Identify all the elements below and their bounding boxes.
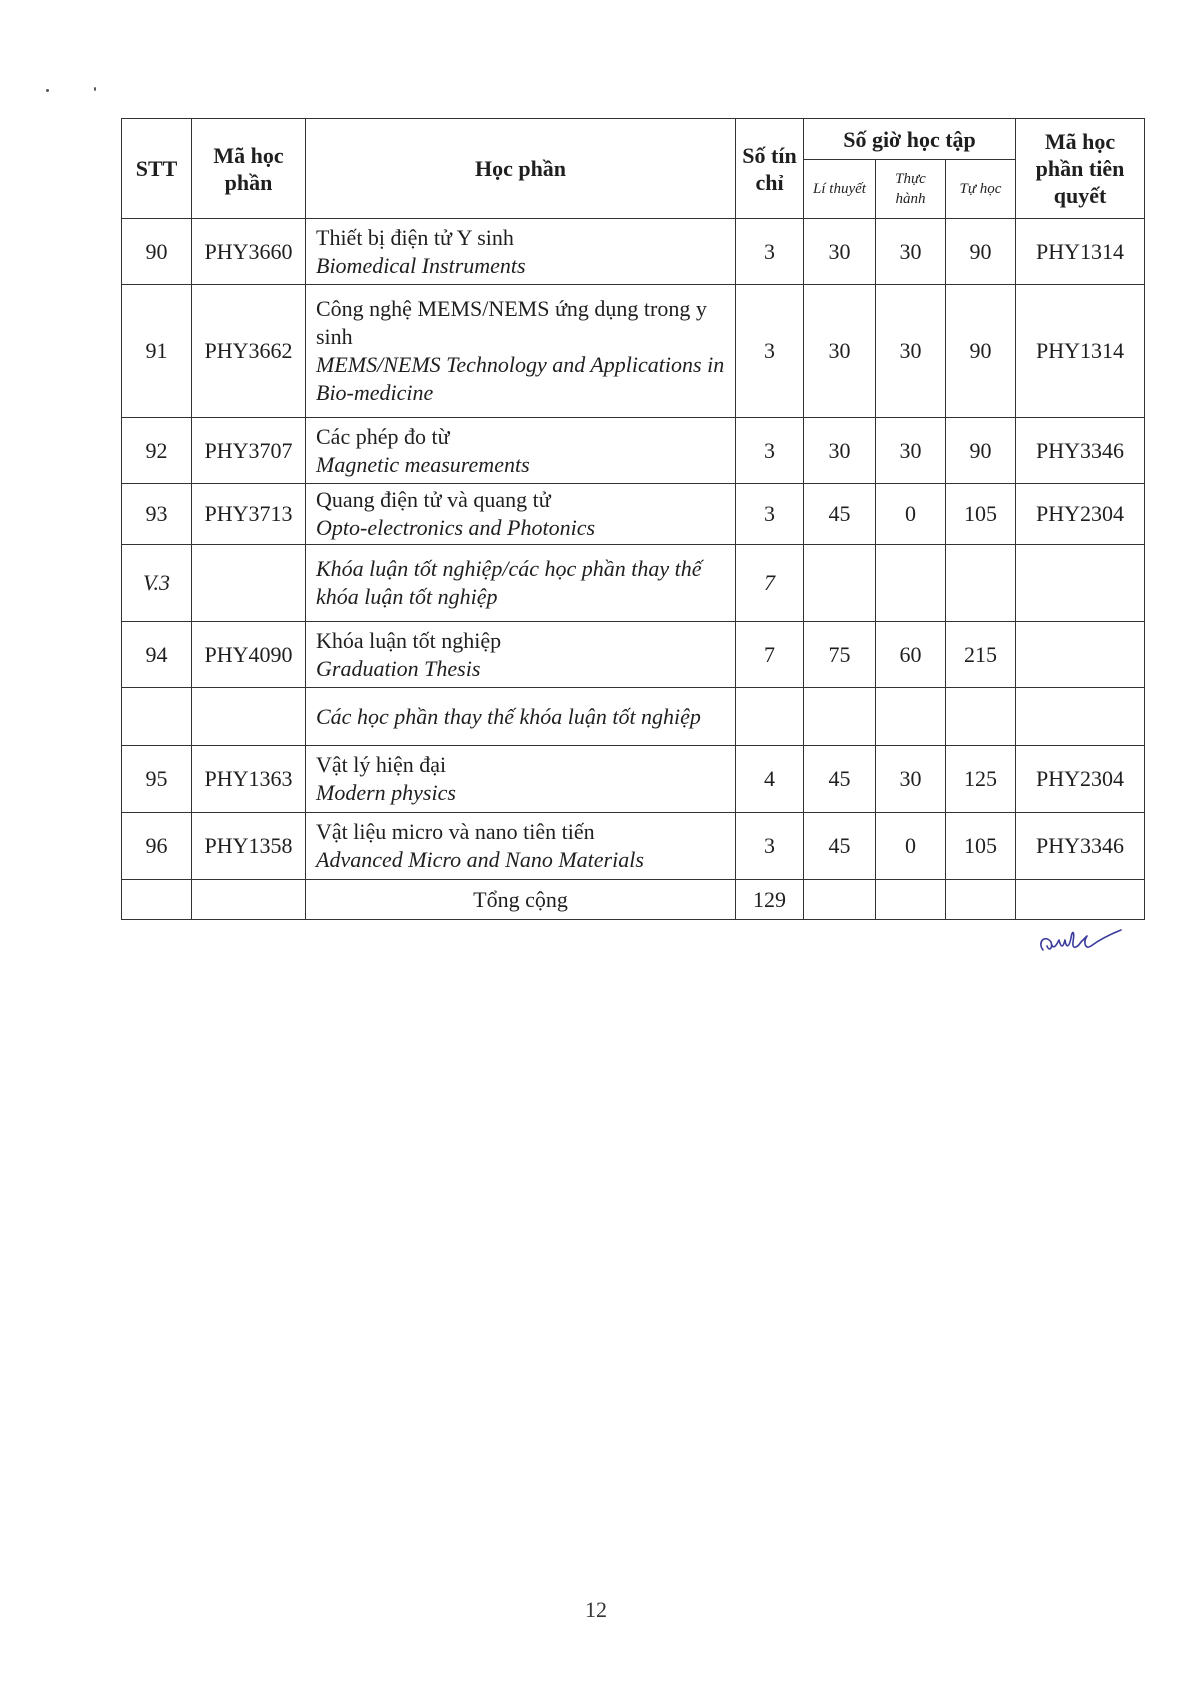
course-name-vi: Vật liệu micro và nano tiên tiến (316, 819, 595, 844)
subsection-title: Các học phần thay thế khóa luận tốt nghiệp (306, 688, 736, 746)
table-row (122, 746, 1145, 813)
course-name-en: Modern physics (316, 780, 456, 805)
cell-credits: 3 (736, 484, 804, 545)
page-number: 12 (585, 1597, 607, 1622)
table-row (122, 484, 1145, 545)
cell-stt (122, 688, 192, 746)
section-title: Khóa luận tốt nghiệp/các học phần thay thế khóa luận tốt nghiệp (306, 545, 736, 622)
cell-prereq: PHY3346 (1016, 418, 1145, 484)
table-row (122, 622, 1145, 688)
cell-self: 125 (946, 746, 1016, 813)
col-hours-header: Số giờ học tập (804, 119, 1016, 160)
cell-course (306, 418, 736, 484)
cell-credits: 3 (736, 418, 804, 484)
total-credits: 129 (736, 880, 804, 920)
section-row (122, 545, 1145, 622)
cell-course (306, 219, 736, 285)
cell-practice: 30 (876, 418, 946, 484)
cell-self: 215 (946, 622, 1016, 688)
cell-stt (122, 880, 192, 920)
cell-credits: 7 (736, 622, 804, 688)
cell-credits: 4 (736, 746, 804, 813)
cell-practice: 0 (876, 813, 946, 880)
col-code-header: Mã học phần (192, 119, 306, 219)
cell-course (306, 622, 736, 688)
course-name-en: Biomedical Instruments (316, 252, 526, 278)
col-theory-header: Lí thuyết (804, 160, 876, 219)
course-name-vi: Thiết bị điện tử Y sinh (316, 224, 514, 250)
cell-stt: 96 (122, 813, 192, 880)
section-credits: 7 (736, 545, 804, 622)
col-stt-header: STT (122, 119, 192, 219)
cell-prereq: PHY1314 (1016, 219, 1145, 285)
course-name-vi: Vật lý hiện đại (316, 752, 447, 777)
cell-prereq (1016, 545, 1145, 622)
cell-prereq: PHY3346 (1016, 813, 1145, 880)
cell-credits: 3 (736, 285, 804, 418)
table-row (122, 285, 1145, 418)
cell-code (192, 545, 306, 622)
cell-code (192, 880, 306, 920)
scan-speck (46, 89, 49, 92)
cell-course (306, 813, 736, 880)
cell-theory: 75 (804, 622, 876, 688)
cell-self: 105 (946, 484, 1016, 545)
cell-code: PHY1358 (192, 813, 306, 880)
course-name-vi: Công nghệ MEMS/NEMS ứng dụng trong y sinh (316, 296, 707, 349)
cell-credits: 3 (736, 813, 804, 880)
cell-self: 105 (946, 813, 1016, 880)
cell-practice: 30 (876, 219, 946, 285)
cell-credits (736, 688, 804, 746)
total-label: Tổng cộng (306, 880, 736, 920)
cell-code (192, 688, 306, 746)
cell-practice: 0 (876, 484, 946, 545)
cell-practice (876, 545, 946, 622)
cell-theory: 30 (804, 285, 876, 418)
course-name-en: MEMS/NEMS Technology and Applications in Bio-medicine (316, 352, 725, 405)
cell-theory (804, 545, 876, 622)
cell-theory: 45 (804, 746, 876, 813)
curriculum-table (121, 118, 1145, 920)
cell-stt: 94 (122, 622, 192, 688)
cell-self: 90 (946, 219, 1016, 285)
cell-self (946, 880, 1016, 920)
course-name-en: Advanced Micro and Nano Materials (316, 847, 644, 872)
cell-credits: 3 (736, 219, 804, 285)
cell-code: PHY1363 (192, 746, 306, 813)
cell-stt: 91 (122, 285, 192, 418)
col-credits-header: Số tín chỉ (736, 119, 804, 219)
cell-practice (876, 880, 946, 920)
cell-prereq (1016, 622, 1145, 688)
course-name-en: Opto-electronics and Photonics (316, 515, 596, 540)
cell-self: 90 (946, 418, 1016, 484)
cell-theory: 45 (804, 813, 876, 880)
cell-practice: 30 (876, 746, 946, 813)
cell-code: PHY3707 (192, 418, 306, 484)
cell-prereq: PHY1314 (1016, 285, 1145, 418)
subsection-row (122, 688, 1145, 746)
table-row (122, 813, 1145, 880)
cell-code: PHY3662 (192, 285, 306, 418)
cell-theory (804, 880, 876, 920)
course-name-vi: Quang điện tử và quang tử (316, 487, 551, 512)
course-name-en: Graduation Thesis (316, 655, 481, 681)
cell-stt: 90 (122, 219, 192, 285)
table-row (122, 219, 1145, 285)
course-name-vi: Khóa luận tốt nghiệp (316, 627, 502, 653)
course-name-vi: Các phép đo từ (316, 423, 450, 449)
cell-course (306, 285, 736, 418)
cell-self (946, 688, 1016, 746)
cell-prereq (1016, 880, 1145, 920)
signature-mark (1035, 922, 1125, 962)
cell-self: 90 (946, 285, 1016, 418)
course-name-en: Magnetic measurements (316, 451, 530, 477)
header-row (122, 119, 1145, 160)
cell-prereq: PHY2304 (1016, 484, 1145, 545)
cell-practice: 60 (876, 622, 946, 688)
cell-course (306, 484, 736, 545)
cell-stt: 92 (122, 418, 192, 484)
col-course-header: Học phần (306, 119, 736, 219)
cell-prereq: PHY2304 (1016, 746, 1145, 813)
cell-self (946, 545, 1016, 622)
cell-stt: 95 (122, 746, 192, 813)
cell-theory (804, 688, 876, 746)
total-row (122, 880, 1145, 920)
cell-prereq (1016, 688, 1145, 746)
scan-speck (94, 87, 96, 91)
col-self-header: Tự học (946, 160, 1016, 219)
section-number: V.3 (122, 545, 192, 622)
cell-theory: 30 (804, 219, 876, 285)
cell-code: PHY4090 (192, 622, 306, 688)
cell-practice (876, 688, 946, 746)
cell-code: PHY3660 (192, 219, 306, 285)
cell-theory: 30 (804, 418, 876, 484)
table-row (122, 418, 1145, 484)
cell-code: PHY3713 (192, 484, 306, 545)
cell-course (306, 746, 736, 813)
cell-stt: 93 (122, 484, 192, 545)
col-practice-header: Thực hành (876, 160, 946, 219)
col-prereq-header: Mã học phần tiên quyết (1016, 119, 1145, 219)
cell-practice: 30 (876, 285, 946, 418)
cell-theory: 45 (804, 484, 876, 545)
